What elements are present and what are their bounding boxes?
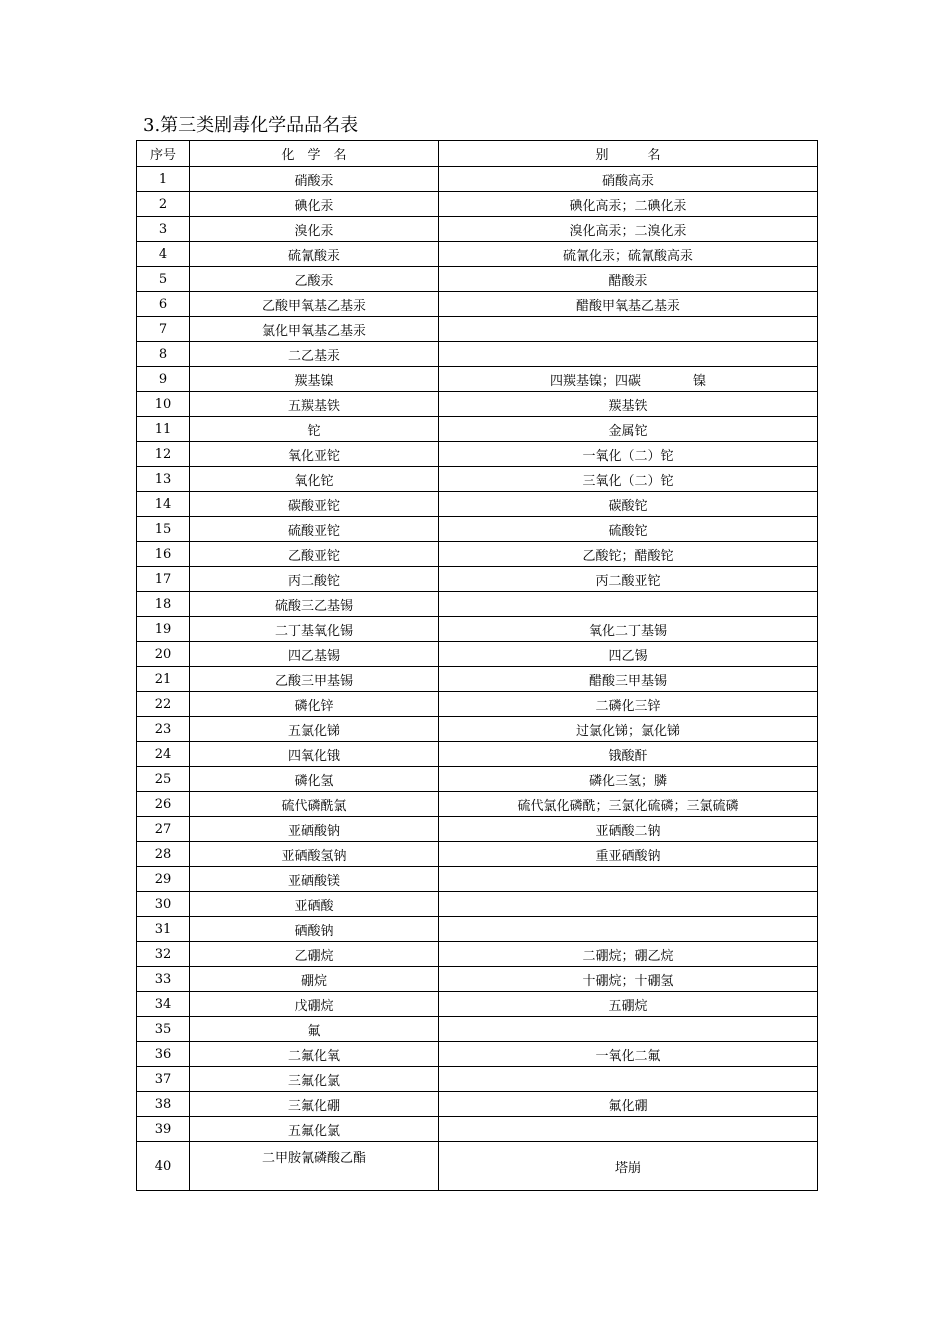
chemical-alias: 硝酸高汞 — [439, 167, 818, 192]
row-index: 25 — [137, 767, 190, 792]
chemical-alias: 四羰基镍；四碳 镍 — [439, 367, 818, 392]
row-index: 6 — [137, 292, 190, 317]
row-index: 10 — [137, 392, 190, 417]
table-row — [137, 642, 818, 667]
table-row — [137, 592, 818, 617]
row-index: 2 — [137, 192, 190, 217]
table-row — [137, 1092, 818, 1117]
chemical-alias — [439, 317, 818, 342]
chemical-alias: 醋酸甲氧基乙基汞 — [439, 292, 818, 317]
chemical-name: 丙二酸铊 — [190, 567, 439, 592]
table-row — [137, 617, 818, 642]
chemical-alias — [439, 1117, 818, 1142]
chemical-alias: 二磷化三锌 — [439, 692, 818, 717]
chemical-name: 四乙基锡 — [190, 642, 439, 667]
header-alias: 别 名 — [439, 141, 818, 167]
chemical-alias — [439, 892, 818, 917]
chemical-alias: 硫氰化汞；硫氰酸高汞 — [439, 242, 818, 267]
row-index: 27 — [137, 817, 190, 842]
chemical-name: 四氧化锇 — [190, 742, 439, 767]
chemical-name: 乙酸甲氧基乙基汞 — [190, 292, 439, 317]
chemical-alias: 硫酸铊 — [439, 517, 818, 542]
chemical-alias: 三氧化（二）铊 — [439, 467, 818, 492]
table-row — [137, 967, 818, 992]
chemical-alias: 金属铊 — [439, 417, 818, 442]
table-row — [137, 392, 818, 417]
row-index: 31 — [137, 917, 190, 942]
chemical-name: 氯化甲氧基乙基汞 — [190, 317, 439, 342]
chemical-alias: 乙酸铊；醋酸铊 — [439, 542, 818, 567]
table-row — [137, 292, 818, 317]
row-index: 4 — [137, 242, 190, 267]
row-index: 23 — [137, 717, 190, 742]
row-index: 16 — [137, 542, 190, 567]
row-index: 13 — [137, 467, 190, 492]
chemical-name: 二甲胺氰磷酸乙酯 — [190, 1142, 439, 1191]
table-row — [137, 492, 818, 517]
chemical-alias — [439, 342, 818, 367]
row-index: 11 — [137, 417, 190, 442]
table-row — [137, 1067, 818, 1092]
table-row — [137, 342, 818, 367]
row-index: 17 — [137, 567, 190, 592]
row-index: 40 — [137, 1142, 190, 1191]
table-row — [137, 317, 818, 342]
chemical-name: 二氟化氧 — [190, 1042, 439, 1067]
chemical-name: 三氟化氯 — [190, 1067, 439, 1092]
chemical-name: 磷化锌 — [190, 692, 439, 717]
table-row — [137, 717, 818, 742]
header-chemical-name: 化 学 名 — [190, 141, 439, 167]
chemical-alias: 塔崩 — [439, 1142, 818, 1191]
row-index: 34 — [137, 992, 190, 1017]
table-row — [137, 267, 818, 292]
chemical-name: 亚硒酸钠 — [190, 817, 439, 842]
chemical-alias: 碘化高汞；二碘化汞 — [439, 192, 818, 217]
row-index: 19 — [137, 617, 190, 642]
table-row — [137, 467, 818, 492]
row-index: 39 — [137, 1117, 190, 1142]
chemical-alias — [439, 1067, 818, 1092]
chemical-alias: 羰基铁 — [439, 392, 818, 417]
chemical-alias: 过氯化锑；氯化锑 — [439, 717, 818, 742]
chemical-name: 硼烷 — [190, 967, 439, 992]
table-row — [137, 867, 818, 892]
document-title: 3.第三类剧毒化学品品名表 — [143, 115, 359, 136]
row-index: 1 — [137, 167, 190, 192]
chemical-name: 碳酸亚铊 — [190, 492, 439, 517]
row-index: 3 — [137, 217, 190, 242]
row-index: 21 — [137, 667, 190, 692]
row-index: 20 — [137, 642, 190, 667]
chemical-alias: 氧化二丁基锡 — [439, 617, 818, 642]
chemical-alias: 溴化高汞；二溴化汞 — [439, 217, 818, 242]
table-row — [137, 167, 818, 192]
table-row — [137, 892, 818, 917]
chemical-alias — [439, 592, 818, 617]
table-row — [137, 217, 818, 242]
chemical-alias — [439, 917, 818, 942]
chemical-alias — [439, 1017, 818, 1042]
chemical-alias: 丙二酸亚铊 — [439, 567, 818, 592]
row-index: 14 — [137, 492, 190, 517]
chemical-alias: 二硼烷；硼乙烷 — [439, 942, 818, 967]
chemical-name: 铊 — [190, 417, 439, 442]
table-row — [137, 817, 818, 842]
chemical-name: 硫氰酸汞 — [190, 242, 439, 267]
chemical-name: 羰基镍 — [190, 367, 439, 392]
chemical-name: 硝酸汞 — [190, 167, 439, 192]
row-index: 7 — [137, 317, 190, 342]
table-row — [137, 517, 818, 542]
chemical-name: 氧化亚铊 — [190, 442, 439, 467]
table-row — [137, 917, 818, 942]
chemical-name: 溴化汞 — [190, 217, 439, 242]
row-index: 9 — [137, 367, 190, 392]
chemical-name: 五氯化锑 — [190, 717, 439, 742]
row-index: 24 — [137, 742, 190, 767]
chemical-alias: 四乙锡 — [439, 642, 818, 667]
row-index: 33 — [137, 967, 190, 992]
row-index: 12 — [137, 442, 190, 467]
chemical-alias: 锇酸酐 — [439, 742, 818, 767]
row-index: 35 — [137, 1017, 190, 1042]
chemical-alias: 重亚硒酸钠 — [439, 842, 818, 867]
row-index: 8 — [137, 342, 190, 367]
chemical-name: 磷化氢 — [190, 767, 439, 792]
table-row — [137, 1017, 818, 1042]
table-row — [137, 1142, 818, 1191]
table-row — [137, 667, 818, 692]
table-row — [137, 242, 818, 267]
chemical-name: 五羰基铁 — [190, 392, 439, 417]
table-row — [137, 692, 818, 717]
row-index: 15 — [137, 517, 190, 542]
table-row — [137, 767, 818, 792]
table-row — [137, 417, 818, 442]
row-index: 22 — [137, 692, 190, 717]
chemical-name: 亚硒酸氢钠 — [190, 842, 439, 867]
table-row — [137, 742, 818, 767]
row-index: 36 — [137, 1042, 190, 1067]
chemical-name: 乙硼烷 — [190, 942, 439, 967]
table-row — [137, 542, 818, 567]
chemical-alias: 氟化硼 — [439, 1092, 818, 1117]
chemical-name: 碘化汞 — [190, 192, 439, 217]
chemical-alias: 硫代氯化磷酰；三氯化硫磷；三氯硫磷 — [439, 792, 818, 817]
chemical-name: 乙酸亚铊 — [190, 542, 439, 567]
chemical-alias: 亚硒酸二钠 — [439, 817, 818, 842]
table-row — [137, 567, 818, 592]
header-index: 序号 — [137, 141, 190, 167]
row-index: 26 — [137, 792, 190, 817]
row-index: 38 — [137, 1092, 190, 1117]
chemical-alias: 十硼烷；十硼氢 — [439, 967, 818, 992]
table-row — [137, 942, 818, 967]
table-row — [137, 992, 818, 1017]
chemical-alias: 一氧化二氟 — [439, 1042, 818, 1067]
chemical-name: 五氟化氯 — [190, 1117, 439, 1142]
chemical-name: 亚硒酸 — [190, 892, 439, 917]
row-index: 32 — [137, 942, 190, 967]
chemical-name: 氧化铊 — [190, 467, 439, 492]
chemical-alias: 碳酸铊 — [439, 492, 818, 517]
row-index: 37 — [137, 1067, 190, 1092]
chemical-alias: 醋酸汞 — [439, 267, 818, 292]
chemical-name: 三氟化硼 — [190, 1092, 439, 1117]
chemical-name: 戊硼烷 — [190, 992, 439, 1017]
table-row — [137, 192, 818, 217]
table-row — [137, 792, 818, 817]
chemical-table — [136, 140, 818, 1191]
table-row — [137, 1042, 818, 1067]
chemical-alias: 一氧化（二）铊 — [439, 442, 818, 467]
row-index: 29 — [137, 867, 190, 892]
chemical-alias: 五硼烷 — [439, 992, 818, 1017]
table-row — [137, 842, 818, 867]
chemical-name: 二乙基汞 — [190, 342, 439, 367]
chemical-name: 硒酸钠 — [190, 917, 439, 942]
table-row — [137, 1117, 818, 1142]
chemical-name: 亚硒酸镁 — [190, 867, 439, 892]
chemical-name: 硫酸亚铊 — [190, 517, 439, 542]
chemical-alias — [439, 867, 818, 892]
table-row — [137, 367, 818, 392]
row-index: 5 — [137, 267, 190, 292]
chemical-alias: 磷化三氢；膦 — [439, 767, 818, 792]
chemical-name: 乙酸三甲基锡 — [190, 667, 439, 692]
row-index: 18 — [137, 592, 190, 617]
chemical-name: 硫酸三乙基锡 — [190, 592, 439, 617]
chemical-name: 氟 — [190, 1017, 439, 1042]
chemical-name: 二丁基氧化锡 — [190, 617, 439, 642]
table-row — [137, 442, 818, 467]
row-index: 30 — [137, 892, 190, 917]
table-header-row — [137, 141, 818, 167]
chemical-name: 硫代磷酰氯 — [190, 792, 439, 817]
row-index: 28 — [137, 842, 190, 867]
chemical-name: 乙酸汞 — [190, 267, 439, 292]
chemical-alias: 醋酸三甲基锡 — [439, 667, 818, 692]
table-body — [137, 167, 818, 1191]
